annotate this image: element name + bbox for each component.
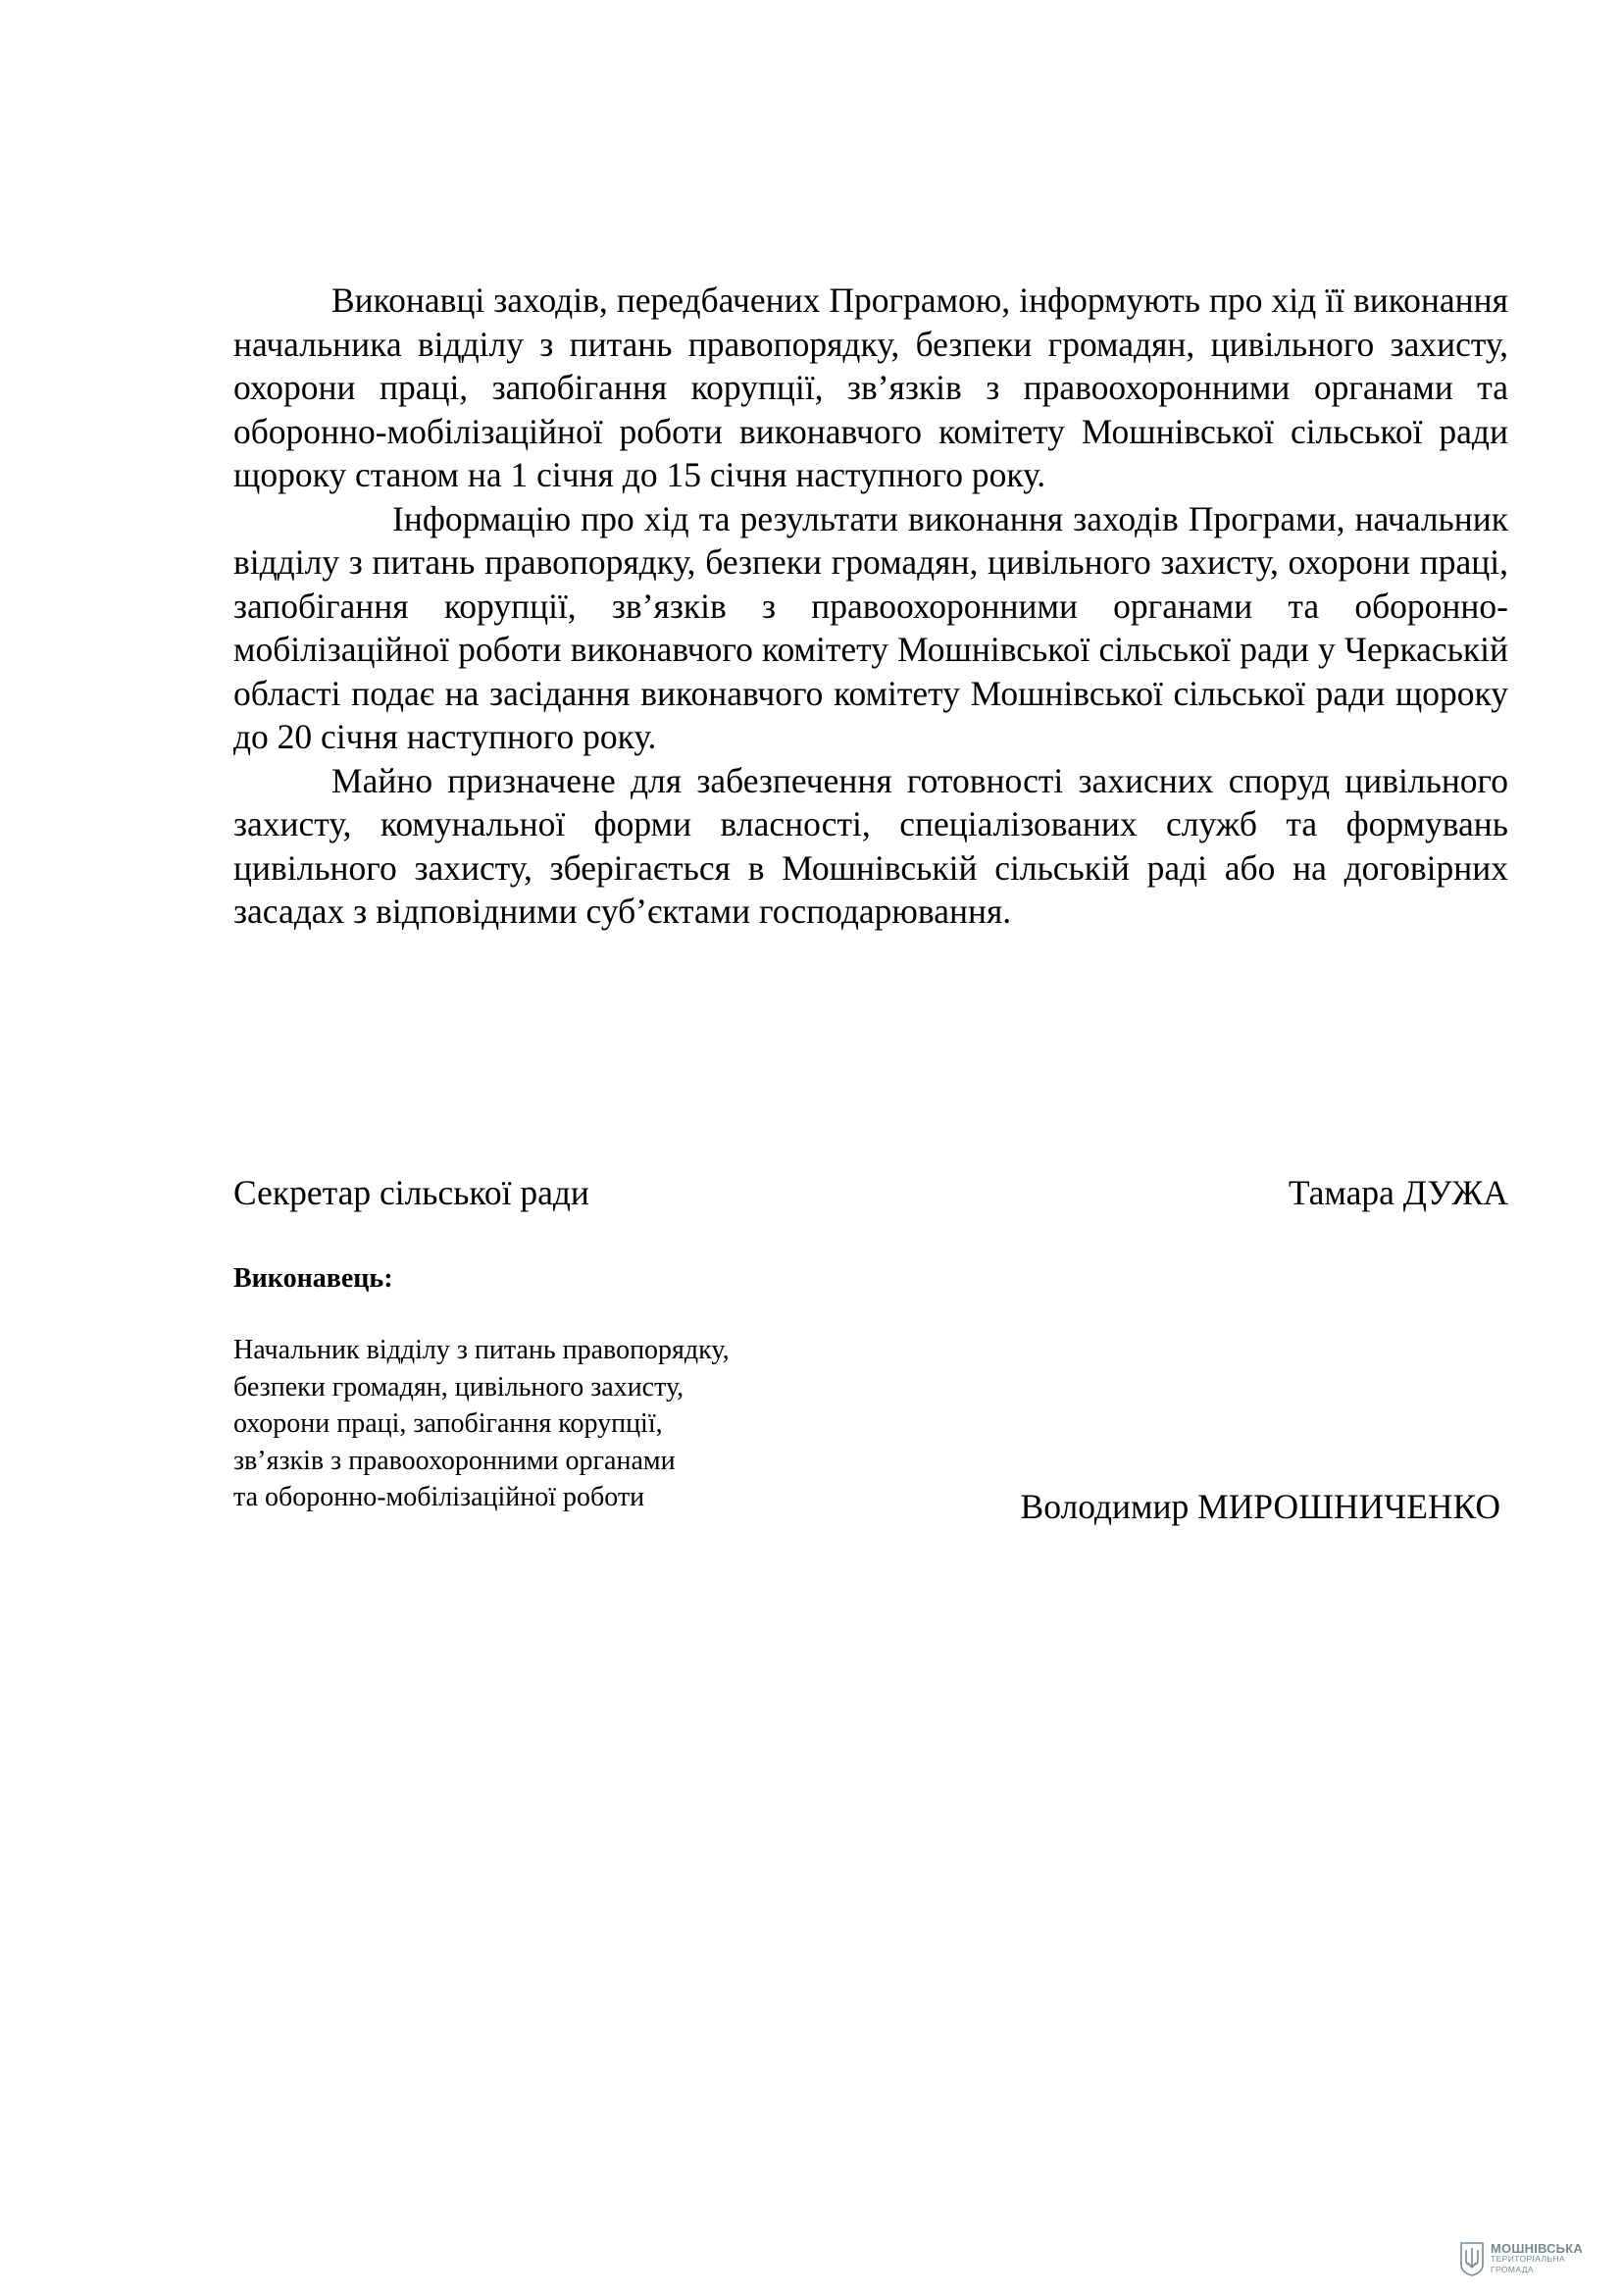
- document-body: [233, 279, 1508, 934]
- secretary-signature-row: [233, 1171, 1508, 1216]
- paragraph-information: Інформацію про хід та результати виконання заходів Програми, начальник відділу з питань правопорядку, безпеки громадян, цивільного захисту, охорони праці, запобігання корупції, зв’язків з правоохоронними органами та оборонно-мобілізаційної роботи виконавчого комітету Мошнівської сільської ради у Черкаській області подає на засідання виконавчого комітету Мошнівської сільської ради щороку до 20 січня наступного року.: [233, 498, 1508, 756]
- community-logo: [1459, 2237, 1606, 2280]
- trident-emblem-icon: [1459, 2241, 1485, 2276]
- logo-line-3: ГРОМАДА: [1491, 2264, 1534, 2274]
- executor-title: [233, 1332, 881, 1516]
- executor-title-line: зв’язків з правоохоронними органами: [233, 1445, 676, 1476]
- logo-line-1: МОШНІВСЬКА: [1491, 2240, 1583, 2256]
- signatory-position: Секретар сільської ради: [233, 1173, 589, 1212]
- executor-title-line: безпеки громадян, цивільного захисту,: [233, 1371, 684, 1403]
- executor-title-line: охорони праці, запобігання корупції,: [233, 1408, 663, 1439]
- signatory-name: Тамара ДУЖА: [1288, 1173, 1508, 1212]
- executor-heading: Виконавець:: [233, 1263, 393, 1294]
- executor-title-line: Начальник відділу з питань правопорядку,: [233, 1335, 730, 1365]
- logo-line-2: ТЕРИТОРІАЛЬНА: [1491, 2253, 1566, 2264]
- paragraph-property: Майно призначене для забезпечення готовності захисних споруд цивільного захисту, комунальної форми власності, спеціалізованих служб та формувань цивільного захисту, зберігається в Мошнівській сільській раді або на договірних засадах з відповідними суб’єктами господарювання.: [233, 760, 1508, 931]
- executor-name: Володимир МИРОШНИЧЕНКО: [1020, 1487, 1500, 1526]
- paragraph-reporting: Виконавці заходів, передбачених Програмою, інформують про хід її виконання начальника відділу з питань правопорядку, безпеки громадян, цивільного захисту, охорони праці, запобігання корупції, зв’язків з правоохоронними органами та оборонно-мобілізаційної роботи виконавчого комітету Мошнівської сільської ради щороку станом на 1 січня до 15 січня наступного року.: [233, 281, 1508, 494]
- executor-title-line: та оборонно-мобілізаційної роботи: [233, 1482, 645, 1512]
- logo-text: [1491, 2240, 1583, 2275]
